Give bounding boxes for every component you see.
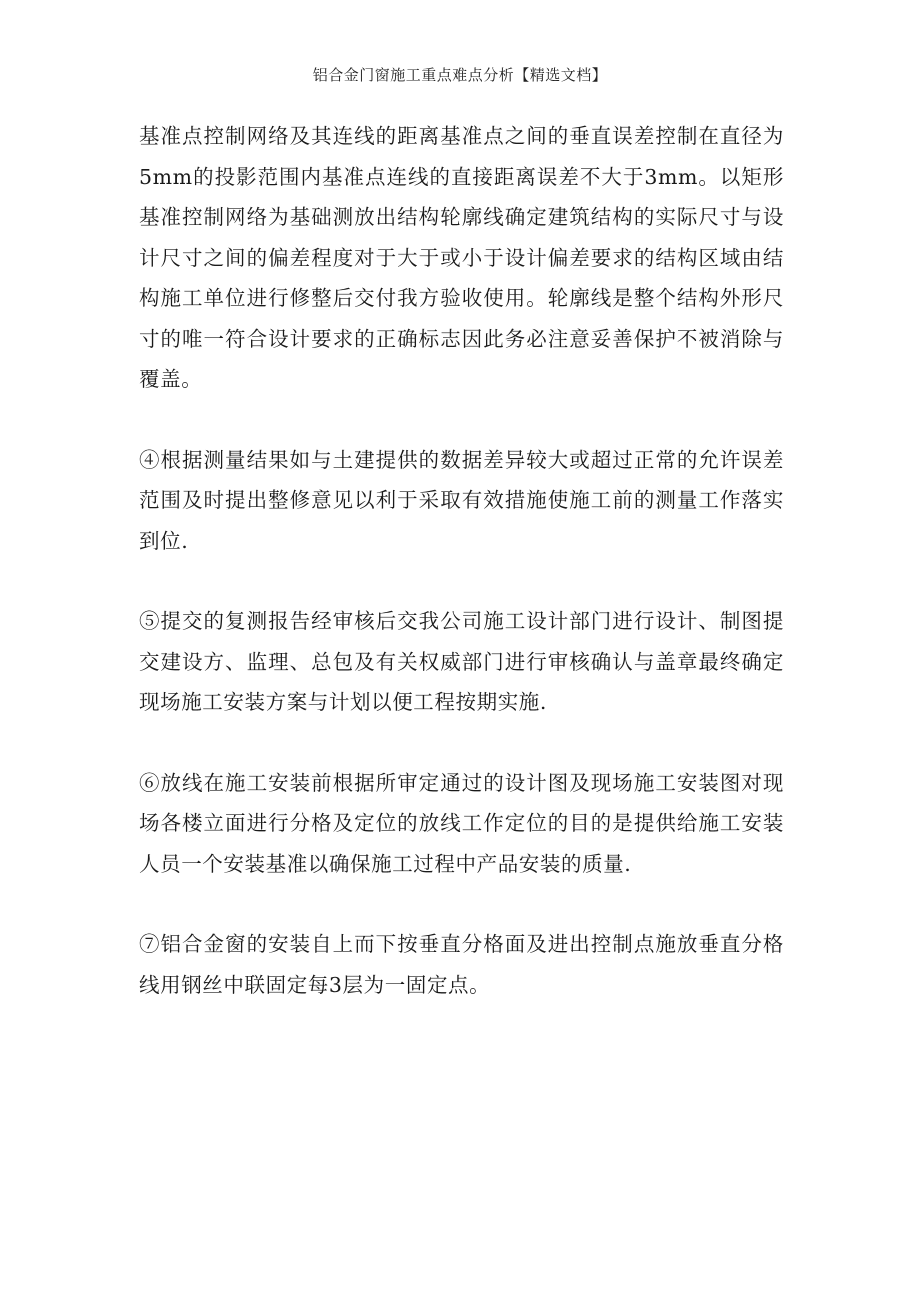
paragraph-item-6: ⑥放线在施工安装前根据所审定通过的设计图及现场施工安装图对现场各楼立面进行分格及定位的放线工作定位的目的是提供给施工安装人员一个安装基准以确保施工过程中产品安装的质量.	[139, 770, 784, 876]
paragraph-item-4: ④根据测量结果如与土建提供的数据差异较大或超过正常的允许误差范围及时提出整修意见以利于采取有效措施使施工前的测量工作落实到位.	[139, 447, 784, 553]
paragraph-item-5: ⑤提交的复测报告经审核后交我公司施工设计部门进行设计、制图提交建设方、监理、总包及有关权威部门进行审核确认与盖章最终确定现场施工安装方案与计划以便工程按期实施.	[139, 609, 784, 714]
paragraph-item-7: ⑦铝合金窗的安装自上而下按垂直分格面及进出控制点施放垂直分格线用钢丝中联固定每3层为一固定点。	[139, 932, 784, 997]
page-header: 铝合金门窗施工重点难点分析【精选文档】	[312, 66, 608, 84]
paragraph-reference-points: 基准点控制网络及其连线的距离基准点之间的垂直误差控制在直径为5mm的投影范围内基准点连线的直接距离误差不大于3mm。以矩形基准控制网络为基础测放出结构轮廓线确定建筑结构的实际尺寸与设计尺寸之间的偏差程度对于大于或小于设计偏差要求的结构区域由结构施工单位进行修整后交付我方验收使用。轮廓线是整个结构外形尺寸的唯一符合设计要求的正确标志因此务必注意妥善保护不被消除与覆盖。	[139, 124, 784, 391]
document-body	[139, 116, 784, 1045]
